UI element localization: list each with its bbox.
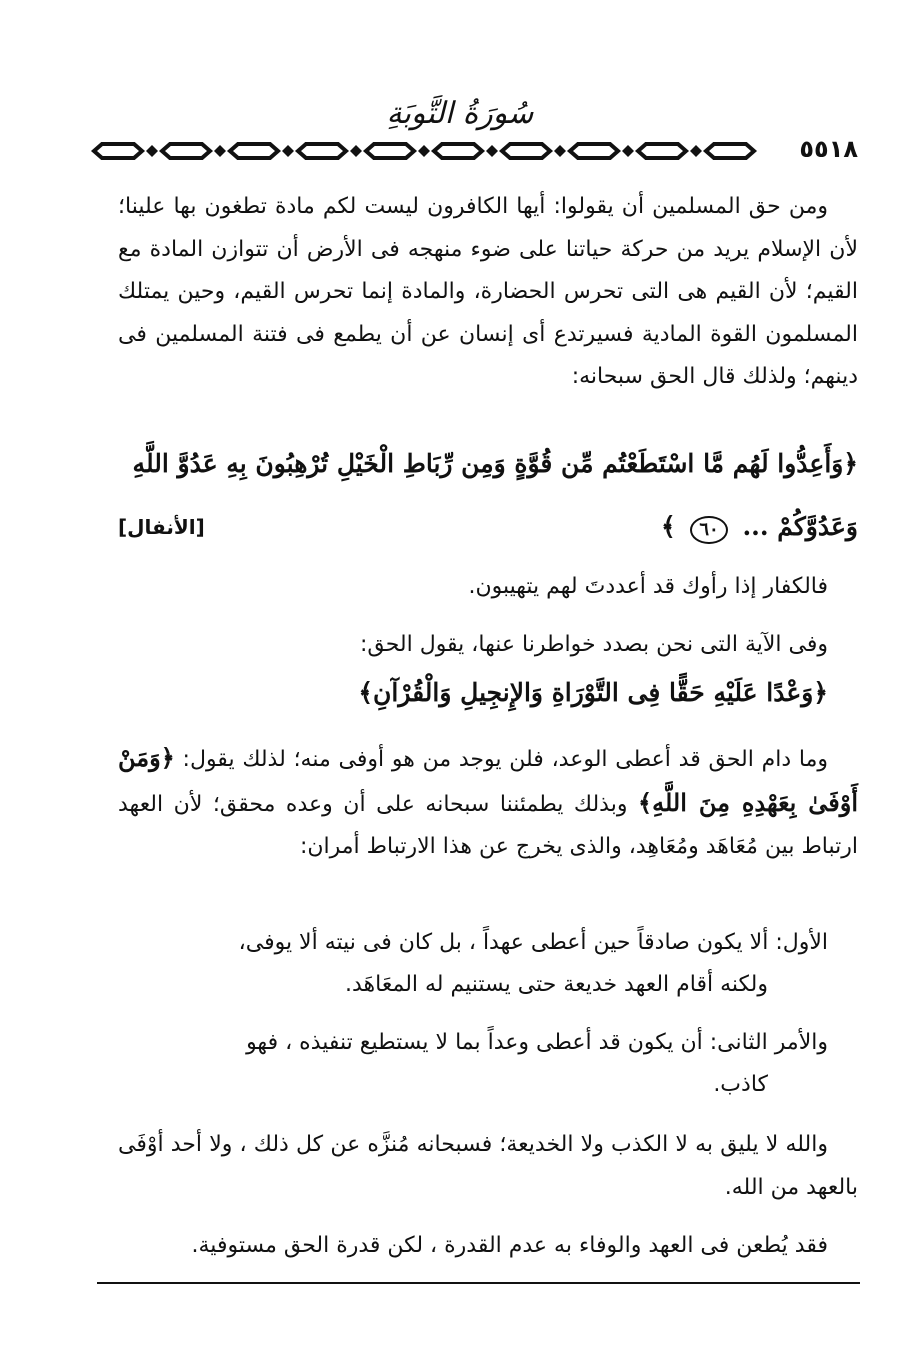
paragraph-3 [118, 624, 858, 667]
paragraph-2-text: فالكفار إذا رأوك قد أعددتَ لهم يتهيبون. [468, 574, 828, 599]
point-first [138, 922, 858, 1006]
point-second [138, 1022, 858, 1106]
chain-ornament [88, 140, 768, 162]
verse-1-line-1: ﴿وَأَعِدُّوا لَهُم مَّا اسْتَطَعْتُم مِّن قُوَّةٍ وَمِن رِّبَاطِ الْخَيْلِ تُرْهِبُونَ بِهِ عَدُوَّ اللَّهِ [132, 449, 858, 478]
header-ornament-row [88, 135, 858, 164]
surah-reference: [الأنفال] [118, 515, 205, 539]
point-first-label: الأول: [775, 930, 828, 955]
point-second-line-1-text: أن يكون قد أعطى وعداً بما لا يستطيع تنفيذه ، فهو [246, 1030, 703, 1055]
verse-2: ﴿وَعْدًا عَلَيْهِ حَقًّا فِى التَّوْرَاةِ وَالإِنجِيلِ وَالْقُرْآنِ﴾ [358, 678, 828, 707]
paragraph-3-text: وفى الآية التى نحن بصدد خواطرنا عنها، يقول الحق: [359, 632, 828, 657]
paragraph-1-text: ومن حق المسلمين أن يقولوا: أيها الكافرون ليست لكم مادة تطغون بها علينا؛ لأن الإسلام يريد من حركة حياتنا على ضوء منهجه فى الأرض أن تتوازن المادة مع القيم؛ لأن القيم هى التى تحرس الحضارة، والمادة إنما تحرس القيم، وحين يمتلك المسلمون القوة المادية فسيرتدع أى إنسان عن أن يطمع فى فتنة المسلمين فى دينهم؛ ولذلك قال الحق سبحانه: [118, 194, 858, 389]
point-second-line-1 [138, 1022, 858, 1064]
paragraph-4-text [118, 737, 858, 869]
point-first-line-1 [138, 922, 858, 964]
paragraph-4-verse: ﴿وَمَنْ أَوْفَىٰ بِعَهْدِهِ مِنَ اللَّهِ﴾ [118, 743, 858, 817]
verse-1-tail [661, 506, 858, 548]
ayah-number-badge: ٦٠ [690, 516, 727, 544]
paragraph-4-part-a: وما دام الحق قد أعطى الوعد، فلن يوجد من هو أوفى منه؛ لذلك يقول: [182, 747, 828, 772]
paragraph-1 [118, 186, 858, 399]
point-first-line-1-text: ألا يكون صادقاً حين أعطى عهداً ، بل كان فى نيته ألا يوفى، [238, 930, 769, 955]
paragraph-5 [118, 1124, 858, 1209]
surah-title: سُورَةُ التَّوبَةِ [386, 96, 534, 131]
point-second-line-2: كاذب. [713, 1072, 768, 1097]
bottom-rule [97, 1282, 860, 1284]
point-second-label: والأمر الثانى: [709, 1030, 828, 1055]
paragraph-6-text: فقد يُطعن فى العهد والوفاء به عدم القدرة ، لكن قدرة الحق مستوفية. [191, 1233, 828, 1258]
paragraph-4-part-b: وبذلك يطمئننا سبحانه على أن وعده محقق؛ لأن العهد ارتباط بين مُعَاهَد ومُعَاهِد، والذى يخرج عن هذا الارتباط أمران: [118, 791, 858, 859]
paragraph-2 [118, 566, 858, 609]
verse-1-line-2 [118, 506, 858, 548]
verse-1-line-2-text: وَعَدُوَّكُمْ ... [742, 512, 858, 541]
paragraph-6 [118, 1225, 858, 1268]
point-first-line-2: ولكنه أقام العهد خديعة حتى يستنيم له المعَاهَد. [345, 972, 768, 997]
verse-1-close-bracket: ﴾ [661, 512, 676, 541]
page-number: ٥٥١٨ [799, 135, 858, 163]
paragraph-5-text: والله لا يليق به لا الكذب ولا الخديعة؛ فسبحانه مُنزَّه عن كل ذلك ، ولا أحد أوْفَى بالعهد من الله. [118, 1132, 858, 1200]
paragraph-4 [118, 737, 858, 869]
